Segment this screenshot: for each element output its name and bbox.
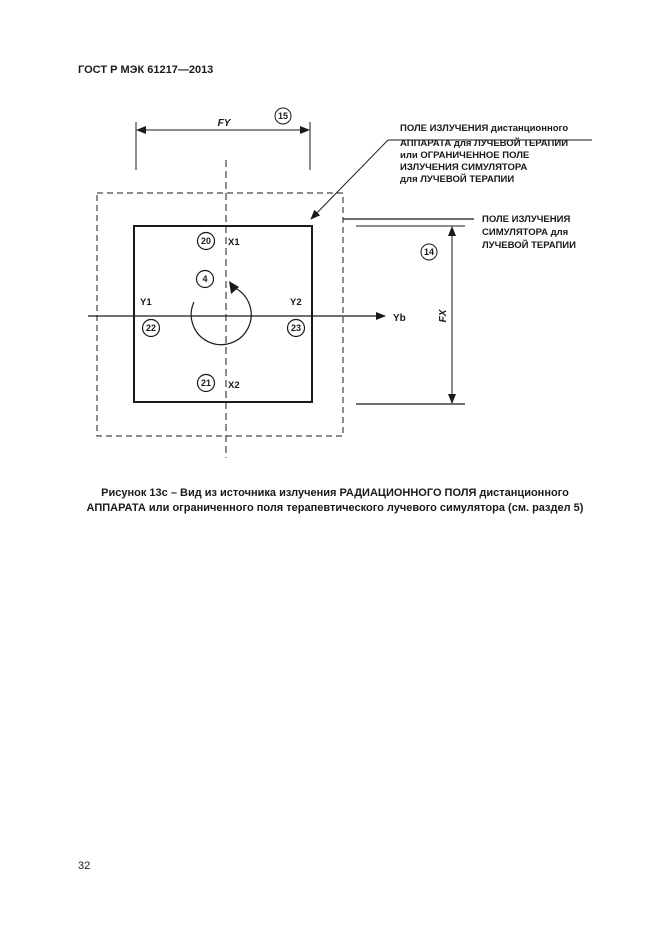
fx-dimension	[356, 226, 465, 404]
svg-text:15: 15	[277, 111, 289, 121]
rotation-arrow-icon	[191, 281, 251, 345]
svg-text:14: 14	[423, 247, 435, 257]
page-number: 32	[78, 860, 91, 872]
marker-20	[198, 233, 215, 250]
figure-caption	[60, 486, 610, 516]
caption-line-2: АППАРАТА или ограниченного поля терапевтического лучевого симулятора (см. раздел 5)	[86, 502, 584, 514]
yb-label: Yb	[393, 313, 406, 324]
x2-label: X2	[228, 380, 240, 391]
therapy-field-leader	[311, 140, 388, 219]
svg-text:23: 23	[290, 323, 302, 333]
fx-label: FX	[438, 309, 449, 323]
document-header: ГОСТ Р МЭК 61217—2013	[78, 64, 214, 76]
svg-text:21: 21	[200, 378, 212, 388]
caption-line-1: Рисунок 13с – Вид из источника излучения РАДИАЦИОННОГО ПОЛЯ дистанционного	[101, 487, 569, 499]
radiation-field-outline	[134, 226, 312, 402]
marker-4	[197, 271, 214, 288]
y1-label: Y1	[140, 297, 152, 308]
simulator-field-callout: ПОЛЕ ИЗЛУЧЕНИЯ СИМУЛЯТОРА для ЛУЧЕВОЙ ТЕРАПИИ	[482, 214, 576, 251]
x1-label: X1	[228, 237, 240, 248]
svg-text:4: 4	[202, 274, 208, 284]
marker-22	[143, 320, 160, 337]
fy-label: FY	[217, 118, 231, 129]
marker-15	[275, 108, 291, 124]
y2-label: Y2	[290, 297, 302, 308]
marker-14	[421, 244, 437, 260]
svg-text:20: 20	[200, 236, 212, 246]
marker-21	[198, 375, 215, 392]
svg-text:22: 22	[145, 323, 157, 333]
therapy-field-callout: ПОЛЕ ИЗЛУЧЕНИЯ дистанционного АППАРАТА для ЛУЧЕВОЙ ТЕРАПИИ или ОГРАНИЧЕННОЕ ПОЛЕ ИЗЛУЧЕНИЯ СИМУЛЯТОРА для ЛУЧЕВОЙ ТЕРАПИИ	[400, 123, 569, 185]
fy-dimension	[136, 118, 310, 170]
marker-23	[288, 320, 305, 337]
